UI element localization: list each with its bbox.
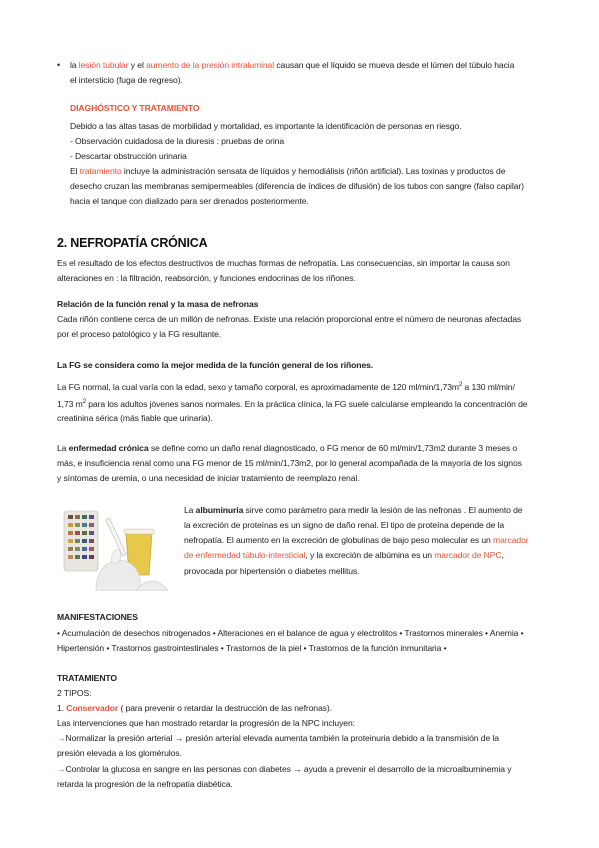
fg-line-1: La FG normal, la cual varía con la edad, sexo y tamaño corporal, es aproximadamente de 120 $ml/\min/1,73m^2$ a 130 ml/min/ <box>57 381 515 392</box>
relation-heading: Relación de la función renal y la masa de nefronas <box>57 299 259 309</box>
diag-line-3: - Descartar obstrucción urinaria <box>70 151 187 161</box>
albumin-line-4: de enfermedad túbulo-intersticial, y la excreción de albúmina es un marcador de NPC, <box>184 550 504 560</box>
treatment-line-6: →Controlar la glucosa en sangre en las personas con diabetes → ayuda a prevenir el desarrollo de la microalbuminemia y <box>57 764 512 774</box>
urine-test-photo-icon <box>56 503 176 591</box>
section-title: 2. NEFROPATÍA CRÓNICA <box>57 236 208 250</box>
treatment-line-3: Las intervenciones que han mostrado retardar la progresión de la NPC incluyen: <box>57 718 355 728</box>
treatment-line-2: 1. Conservador ( para prevenir o retardar la destrucción de las nefronas). <box>57 703 332 713</box>
fg-line-2: 1,73 $m^2$ para los adultos jóvenes sanos normales. En la práctica clínica, la FG suele calcularse empleando la concentración de <box>57 398 528 409</box>
manifestations-line-1: • Acumulación de desechos nitrogenados • Alteraciones en el balance de agua y electrolitos • Trastornos minerales • Anemia • <box>57 628 524 638</box>
treatment-heading: TRATAMIENTO <box>57 673 118 683</box>
arrow-icon: → <box>57 764 66 774</box>
albumin-line-1: La albuminuria sirve como parámetro para medir la lesión de las nefronas . El aumento de <box>184 505 523 515</box>
chronic-line-2: más, e insuficiencia renal como una FG menor de 15 ml/min/1,73m2, por lo general acompañada de la mayoría de los signos <box>57 458 522 468</box>
albumin-line-2: la excreción de proteínas es un signo de daño renal. El tipo de proteína depende de la <box>184 520 505 530</box>
treatment-line-5: presión elevada a los glomérulos. <box>57 748 182 758</box>
section-intro-1: Es el resultado de los efectos destructivos de muchas formas de nefropatía. Las consecuencias, sin importar la causa son <box>57 258 510 268</box>
relation-line-1: Cada riñón contiene cerca de un millón de nefronas. Existe una relación proporcional entre el número de neuronas afectadas <box>57 314 522 324</box>
diag-line-2: - Observación cuidadosa de la diuresis : pruebas de orina <box>70 136 285 146</box>
albumin-line-3: nefropatía. El aumento en la excreción de globulinas de bajo peso molecular es un marcador <box>184 535 529 545</box>
diag-line-1: Debido a las altas tasas de morbilidad y mortalidad, es importante la identificación de personas en riesgo. <box>70 121 462 131</box>
top-line-2: el intersticio (fuga de regreso). <box>70 75 183 85</box>
arrow-icon: → <box>57 733 66 743</box>
fg-heading: La FG se considera como la mejor medida de la función general de los riñones. <box>57 360 374 370</box>
manifestations-heading: MANIFESTACIONES <box>57 612 138 622</box>
chronic-line-3: y síntomas de uremia, o una necesidad de iniciar tratamiento de reemplazo renal. <box>57 473 360 483</box>
chronic-line-1: La enfermedad crónica se define como un daño renal diagnosticado, o FG menor de 60 ml/min/1,73m2 durante 3 meses o <box>57 443 518 453</box>
manifestations-line-2: Hipertensión • Trastornos gastrointestinales • Trastornos de la piel • Trastornos de la función inmunitaria • <box>57 643 447 653</box>
treatment-line-4: →Normalizar la presión arterial → presión arterial elevada aumenta también la proteinuria debido a la transmisión de la <box>57 733 499 743</box>
relation-line-2: por el proceso patológico y la FG resultante. <box>57 329 222 339</box>
albumin-line-5: provocada por hipertensión o diabetes mellitus. <box>184 566 360 576</box>
top-line-1: la lesión tubular y el aumento de la presión intraluminal causan que el líquido se mueva desde el lúmen del túbulo hacia <box>70 60 515 70</box>
fg-line-3: creatinina sérica (más fiable que urinaria). <box>57 413 213 423</box>
section-intro-2: alteraciones en : la filtración, reabsorción, y funciones endocrinas de los riñones. <box>57 273 356 283</box>
diag-line-5: desecho cruzan las membranas semipermeables (diferencia de índices de difusión) de los tubos con sangre (falso capilar) <box>70 181 524 191</box>
treatment-line-7: retarda la progresión de la nefropatía diabética. <box>57 779 233 789</box>
treatment-line-1: 2 TIPOS: <box>57 688 92 698</box>
diagnosis-heading: DIAGHÓSTICO Y TRATAMIENTO <box>70 103 200 113</box>
diag-line-4: El tratamiento incluye la administración sensata de líquidos y hemodiálisis (riñón artificial). Las toxinas y productos de <box>70 166 506 176</box>
bullet: • <box>57 60 61 70</box>
diag-line-6: hacia el tanque con dializado para ser drenados posteriormente. <box>70 196 309 206</box>
